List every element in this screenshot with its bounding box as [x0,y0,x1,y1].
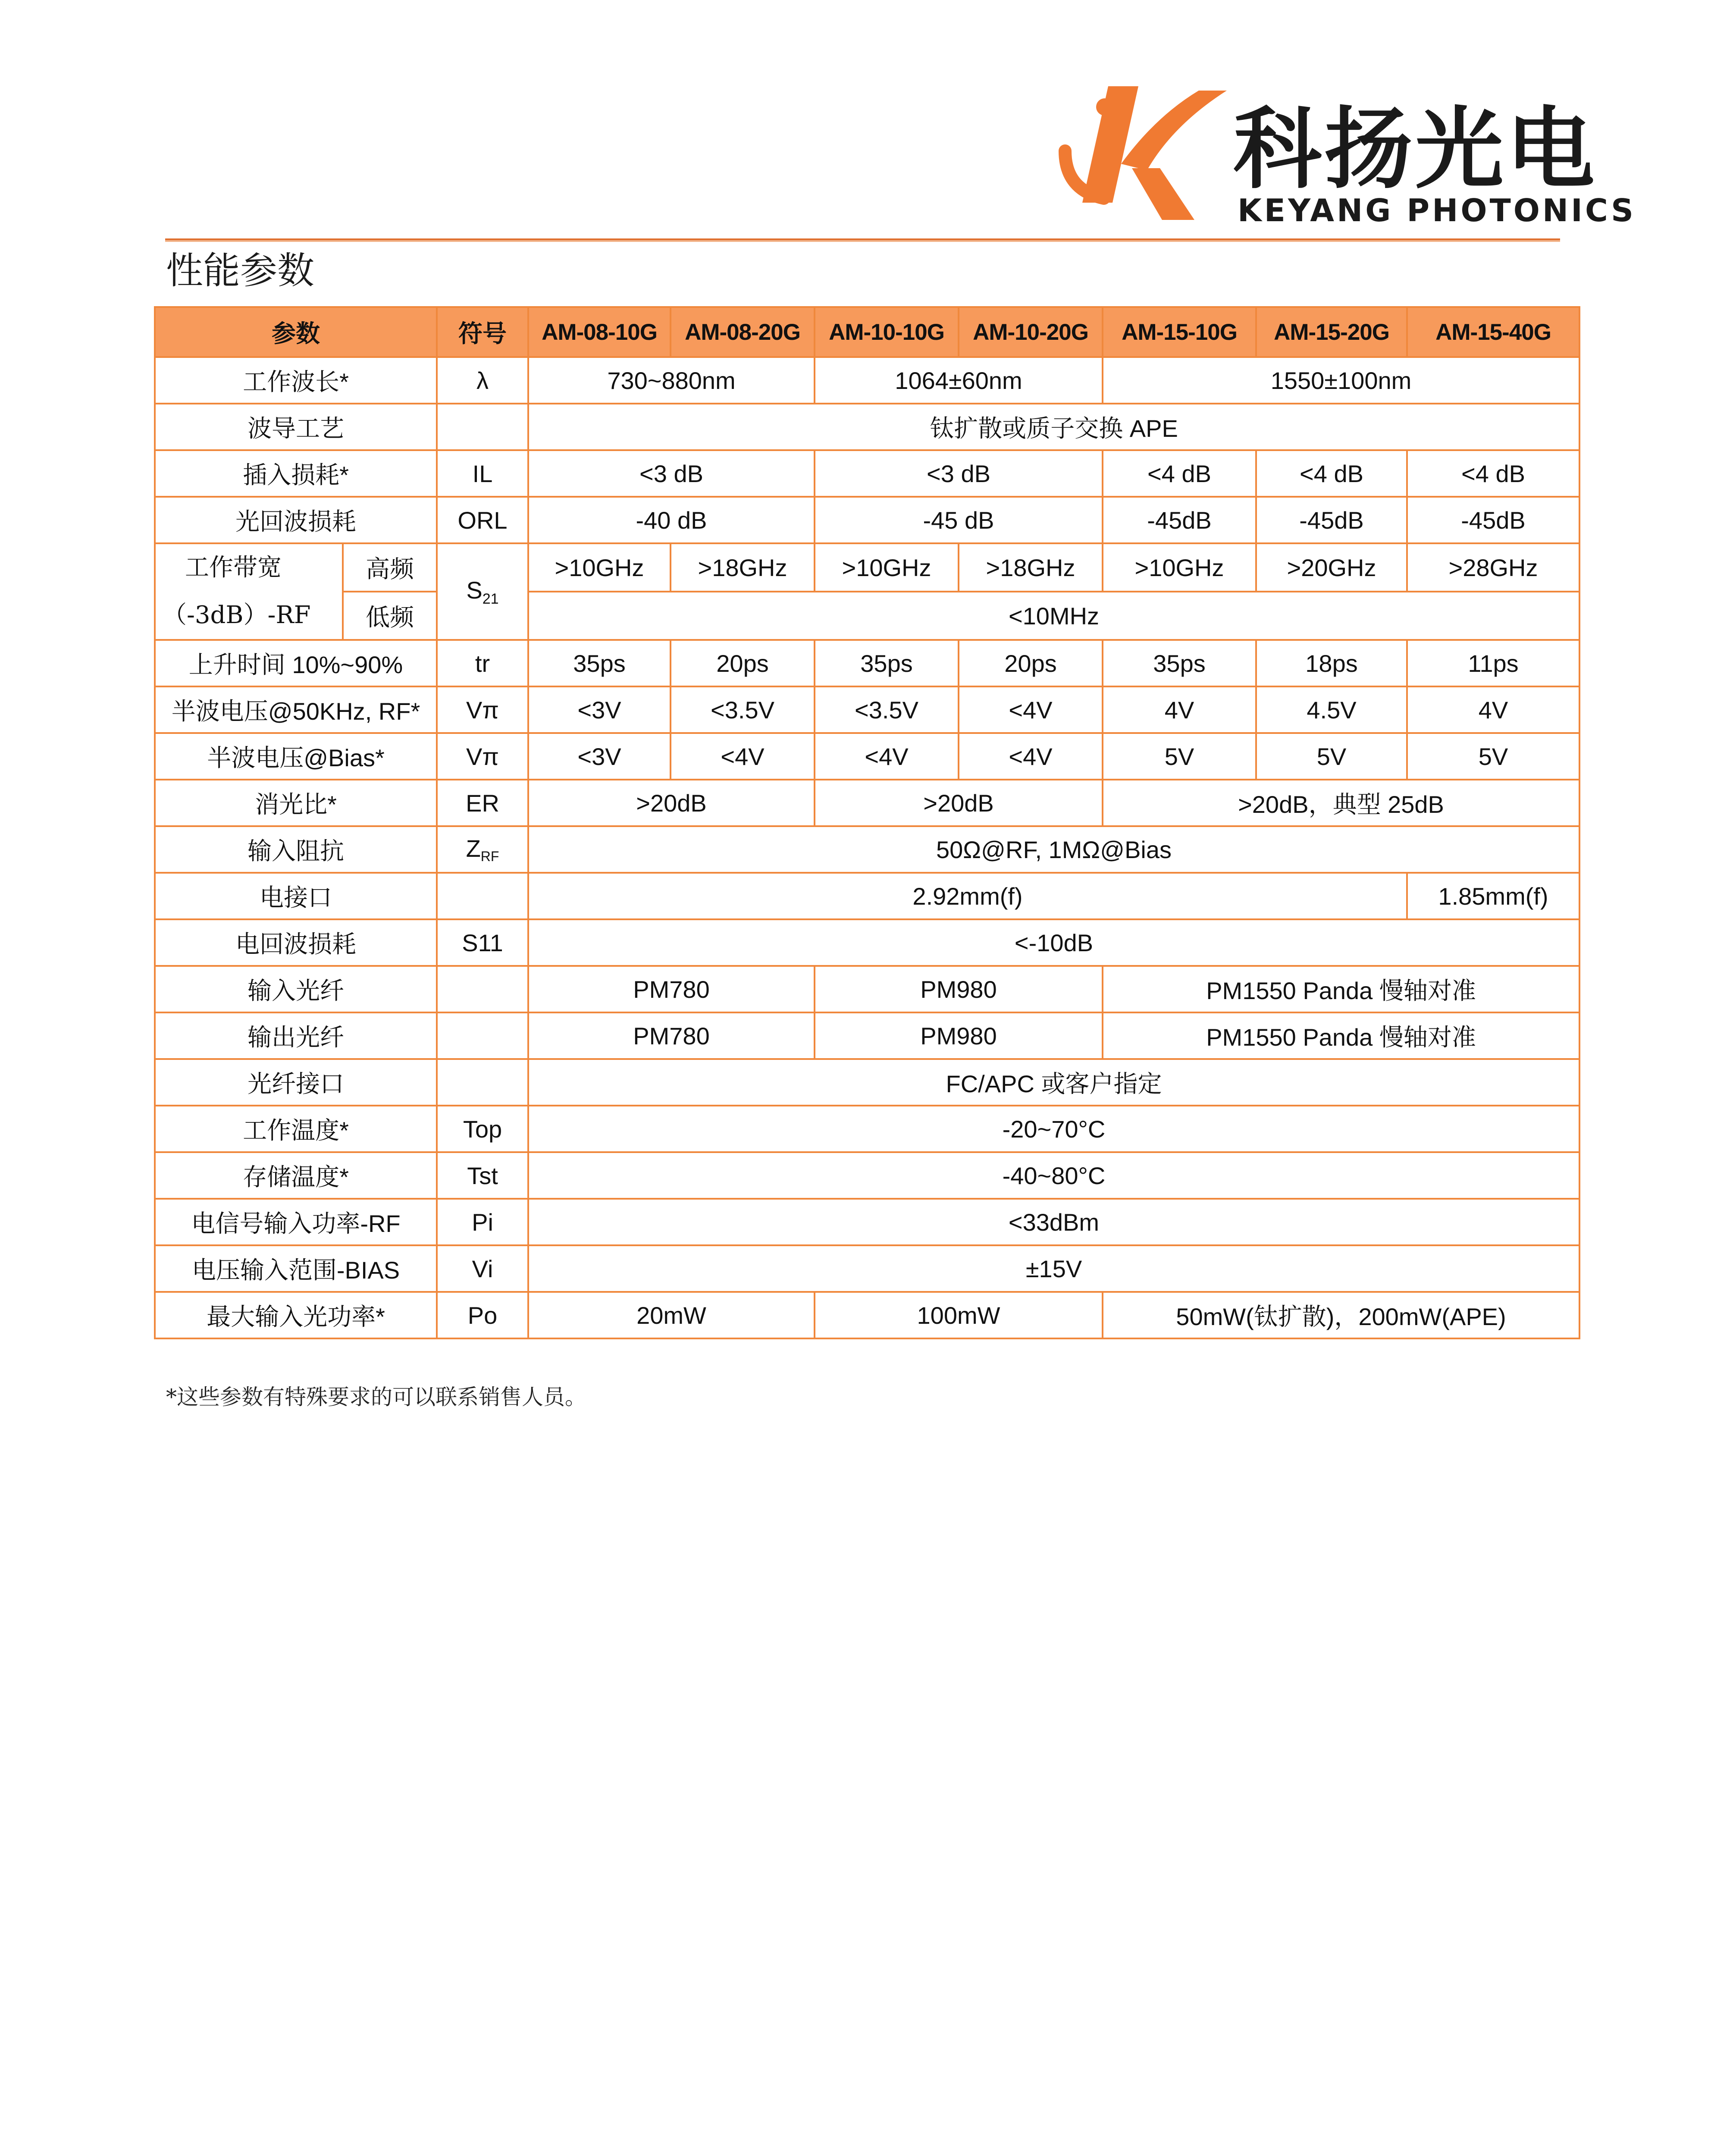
table-cell: 1064±60nm [815,357,1103,404]
table-cell: 20ps [959,640,1103,686]
table-row [155,1012,1579,1059]
bandwidth-low-label: 低频 [343,592,437,640]
table-row [155,1106,1579,1152]
row-label: 电接口 [155,873,437,919]
impedance-symbol [437,826,528,873]
table-row [155,1292,1579,1338]
row-symbol: Po [437,1292,528,1338]
row-label: 半波电压@Bias* [155,733,437,780]
table-cell: 50mW(钛扩散)，200mW(APE) [1103,1292,1579,1338]
row-label: 输出光纤 [155,1012,437,1059]
table-cell: <-10dB [528,919,1579,966]
symbol-main: Z [466,835,481,862]
table-cell: 20ps [671,640,815,686]
table-cell: -40~80°C [528,1152,1579,1199]
row-symbol: ER [437,780,528,826]
table-cell: PM980 [815,1012,1103,1059]
table-cell: 35ps [1103,640,1256,686]
brand-name-en: KEYANG PHOTONICS [1238,192,1636,229]
table-cell: >20dB [528,780,815,826]
row-symbol [437,873,528,919]
bandwidth-high-label: 高频 [343,543,437,592]
table-cell: >20GHz [1256,543,1407,592]
symbol-main: S [466,576,483,604]
table-cell: >20dB [815,780,1103,826]
table-cell: >28GHz [1407,543,1579,592]
table-cell: 4.5V [1256,686,1407,733]
table-row [155,826,1579,873]
table-cell: <3V [528,733,671,780]
header-model: AM-15-40G [1407,307,1579,357]
table-row [155,357,1579,404]
table-cell: <3.5V [671,686,815,733]
table-cell: 5V [1256,733,1407,780]
table-cell: <4V [671,733,815,780]
row-label: 存储温度* [155,1152,437,1199]
table-cell: -45dB [1407,497,1579,543]
table-cell: 1550±100nm [1103,357,1579,404]
keyang-logo-icon [1056,78,1229,229]
row-symbol [437,966,528,1012]
row-label: 电回波损耗 [155,919,437,966]
header-model: AM-08-20G [671,307,815,357]
bandwidth-label-line1: 工作带宽 [185,554,282,582]
header-model: AM-10-20G [959,307,1103,357]
table-cell: 5V [1103,733,1256,780]
footnote: *这些参数有特殊要求的可以联系销售人员。 [166,1385,586,1410]
bandwidth-symbol [437,543,528,640]
table-row [155,404,1579,450]
table-cell: >20dB，典型 25dB [1103,780,1579,826]
section-title: 性能参数 [166,249,314,292]
row-symbol: Pi [437,1199,528,1245]
table-cell: PM980 [815,966,1103,1012]
bandwidth-label [155,543,343,640]
header-param: 参数 [155,307,437,357]
table-cell: <4V [815,733,959,780]
row-symbol: Vπ [437,686,528,733]
table-cell: -45 dB [815,497,1103,543]
table-cell: 2.92mm(f) [528,873,1407,919]
spec-table [154,306,1580,1339]
row-label: 最大输入光功率* [155,1292,437,1338]
row-label: 半波电压@50KHz, RF* [155,686,437,733]
table-cell: <3V [528,686,671,733]
row-label: 光回波损耗 [155,497,437,543]
table-row [155,919,1579,966]
header-model: AM-10-10G [815,307,959,357]
table-cell: 35ps [528,640,671,686]
table-cell: 5V [1407,733,1579,780]
row-label: 光纤接口 [155,1059,437,1106]
row-symbol: IL [437,450,528,497]
row-symbol [437,1012,528,1059]
table-row [155,733,1579,780]
row-symbol [437,1059,528,1106]
table-cell: PM1550 Panda 慢轴对准 [1103,1012,1579,1059]
table-row [155,966,1579,1012]
table-cell: 730~880nm [528,357,815,404]
table-cell: 11ps [1407,640,1579,686]
table-cell: >10GHz [528,543,671,592]
table-cell: PM1550 Panda 慢轴对准 [1103,966,1579,1012]
header-symbol: 符号 [437,307,528,357]
row-label: 上升时间 10%~90% [155,640,437,686]
row-label: 工作温度* [155,1106,437,1152]
row-symbol: Vi [437,1245,528,1292]
row-symbol [437,404,528,450]
bandwidth-label-line2: （-3dB）-RF [163,601,311,629]
header-model: AM-08-10G [528,307,671,357]
table-row [155,686,1579,733]
table-row [155,592,1579,640]
table-cell: <4 dB [1256,450,1407,497]
table-row [155,640,1579,686]
table-row [155,497,1579,543]
table-cell: 50Ω@RF, 1MΩ@Bias [528,826,1579,873]
table-cell: -45dB [1256,497,1407,543]
table-cell: 18ps [1256,640,1407,686]
table-row [155,450,1579,497]
row-symbol: ORL [437,497,528,543]
table-row [155,1199,1579,1245]
table-cell: 钛扩散或质子交换 APE [528,404,1579,450]
table-cell: >10GHz [1103,543,1256,592]
row-label: 电信号输入功率-RF [155,1199,437,1245]
row-label: 消光比* [155,780,437,826]
table-cell: PM780 [528,1012,815,1059]
table-cell: 4V [1407,686,1579,733]
brand-name-cn: 科扬光电 [1233,98,1597,201]
table-row [155,543,1579,592]
table-cell: <10MHz [528,592,1579,640]
table-cell: 100mW [815,1292,1103,1338]
table-cell: >18GHz [671,543,815,592]
table-cell: <3 dB [815,450,1103,497]
row-label: 电压输入范围-BIAS [155,1245,437,1292]
row-symbol: λ [437,357,528,404]
table-cell: -40 dB [528,497,815,543]
table-row [155,1059,1579,1106]
table-cell: -20~70°C [528,1106,1579,1152]
table-cell: <3 dB [528,450,815,497]
table-cell: 20mW [528,1292,815,1338]
table-cell: 4V [1103,686,1256,733]
header-model: AM-15-20G [1256,307,1407,357]
table-row [155,873,1579,919]
table-row [155,1152,1579,1199]
table-cell: <3.5V [815,686,959,733]
row-label: 波导工艺 [155,404,437,450]
table-cell: >18GHz [959,543,1103,592]
table-row [155,1245,1579,1292]
header-divider [165,238,1560,242]
table-cell: <4V [959,733,1103,780]
table-cell: PM780 [528,966,815,1012]
table-cell: <4V [959,686,1103,733]
table-row [155,780,1579,826]
table-cell: -45dB [1103,497,1256,543]
table-cell: <4 dB [1407,450,1579,497]
row-label: 输入光纤 [155,966,437,1012]
table-cell: FC/APC 或客户指定 [528,1059,1579,1106]
row-symbol: Top [437,1106,528,1152]
row-symbol: S11 [437,919,528,966]
table-cell: 35ps [815,640,959,686]
table-cell: 1.85mm(f) [1407,873,1579,919]
row-label: 插入损耗* [155,450,437,497]
row-label: 工作波长* [155,357,437,404]
symbol-sub: 21 [482,590,499,607]
row-symbol: tr [437,640,528,686]
symbol-sub: RF [480,849,499,864]
row-label: 输入阻抗 [155,826,437,873]
header-model: AM-15-10G [1103,307,1256,357]
table-header-row [155,307,1579,357]
row-symbol: Vπ [437,733,528,780]
table-cell: >10GHz [815,543,959,592]
table-cell: ±15V [528,1245,1579,1292]
table-cell: <33dBm [528,1199,1579,1245]
row-symbol: Tst [437,1152,528,1199]
table-cell: <4 dB [1103,450,1256,497]
